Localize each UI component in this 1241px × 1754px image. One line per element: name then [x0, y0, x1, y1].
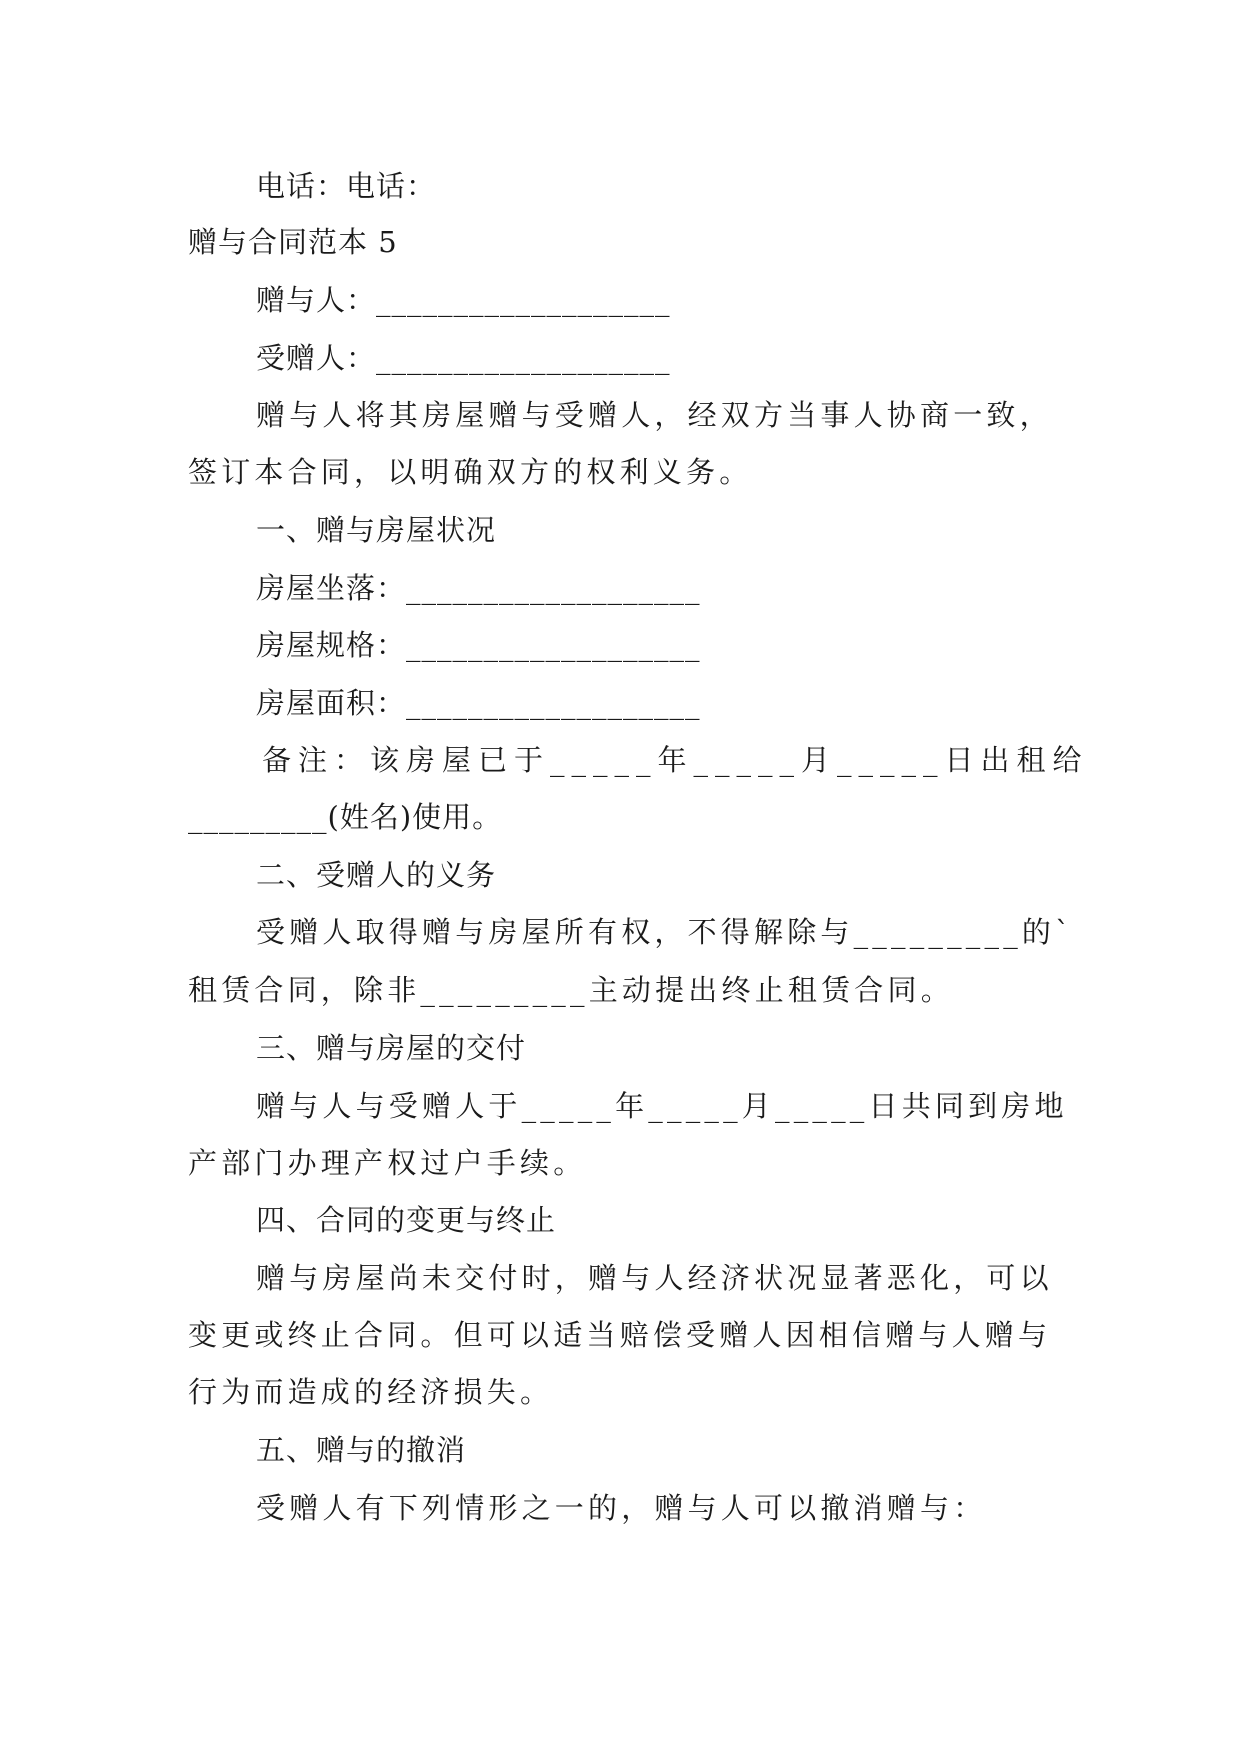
section-5-heading: 五、赠与的撤消 — [256, 1433, 467, 1467]
intro-paragraph-line-1: 赠与人将其房屋赠与受赠人，经双方当事人协商一致， — [256, 398, 1053, 432]
section-4-paragraph-line-3: 行为而造成的经济损失。 — [188, 1375, 554, 1409]
section-5-paragraph-line-1: 受赠人有下列情形之一的，赠与人可以撤消赠与： — [256, 1491, 987, 1525]
remark-line-1: 备注：该房屋已于_____年_____月_____日出租给 — [262, 743, 1089, 777]
house-spec-field: 房屋规格：___________________ — [256, 628, 701, 662]
section-4-paragraph-line-2: 变更或终止合同。但可以适当赔偿受赠人因相信赠与人赠与 — [188, 1318, 1052, 1352]
house-location-field: 房屋坐落：___________________ — [256, 571, 701, 605]
phone-line: 电话：电话： — [256, 169, 437, 203]
remark-line-2: _________(姓名)使用。 — [188, 800, 503, 834]
donor-field: 赠与人：___________________ — [256, 283, 671, 317]
section-1-heading: 一、赠与房屋状况 — [256, 513, 497, 547]
section-3-paragraph-line-1: 赠与人与受赠人于_____年_____月_____日共同到房地 — [256, 1089, 1068, 1123]
donee-field: 受赠人：___________________ — [256, 341, 671, 375]
section-2-heading: 二、受赠人的义务 — [256, 858, 497, 892]
contract-title: 赠与合同范本 5 — [188, 225, 398, 259]
section-3-heading: 三、赠与房屋的交付 — [256, 1031, 527, 1065]
section-4-paragraph-line-1: 赠与房屋尚未交付时，赠与人经济状况显著恶化，可以 — [256, 1261, 1053, 1295]
section-2-paragraph-line-2: 租赁合同，除非_________主动提出终止租赁合同。 — [188, 973, 954, 1007]
section-3-paragraph-line-2: 产部门办理产权过户手续。 — [188, 1146, 587, 1180]
intro-paragraph-line-2: 签订本合同，以明确双方的权利义务。 — [188, 455, 753, 489]
section-2-paragraph-line-1: 受赠人取得赠与房屋所有权，不得解除与_________的` — [256, 915, 1074, 949]
house-area-field: 房屋面积：___________________ — [256, 686, 701, 720]
section-4-heading: 四、合同的变更与终止 — [256, 1203, 557, 1237]
